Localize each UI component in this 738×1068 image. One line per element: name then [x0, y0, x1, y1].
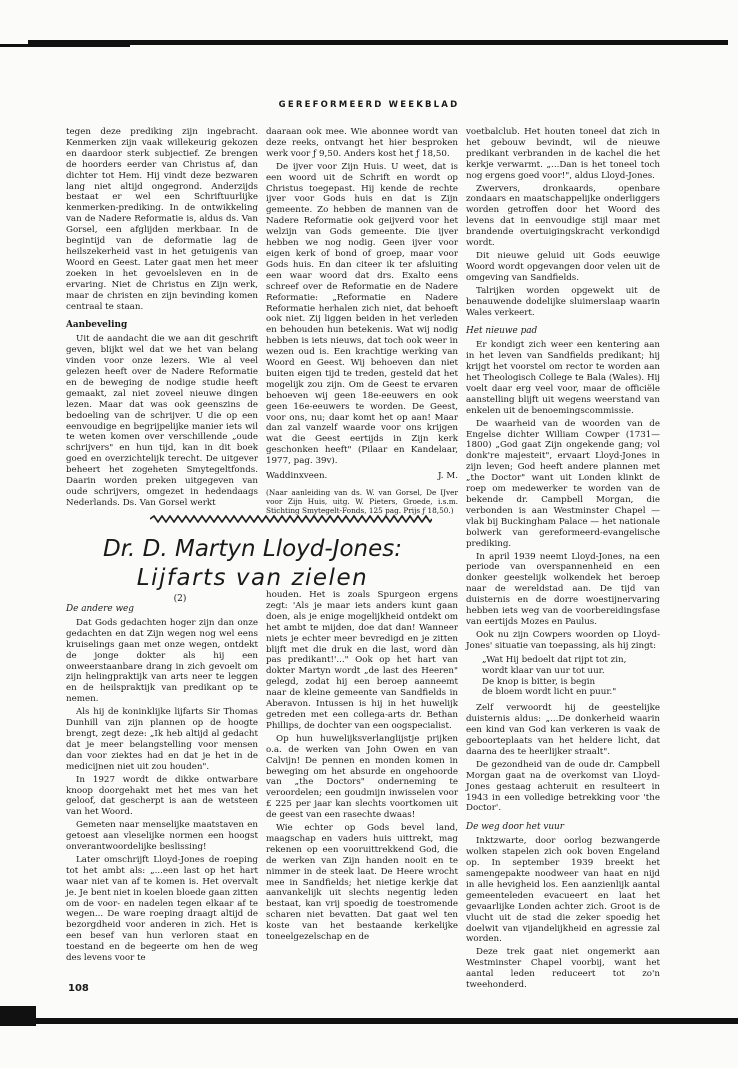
paragraph: De waarheid van de woorden van de Engelse dichter William Cowper (1731—1800) „God gaat Zijn ongekende gang; vol donk're majesteit", ervaart Lloyd-Jones in zijn leven; God heeft andere plannen met „the Doctor" want uit Londen klinkt de roep om medewerker te worden van de bekende dr. Campbell Morgan, die verbonden is aan Westminster Chapel — vlak bij Buckingham Palace — het nationale bolwerk van gereformeerd-evangelische prediking. [466, 418, 660, 549]
paragraph: Uit de aandacht die we aan dit geschrift geven, blijkt wel dat we het van belang vinden voor onze lezers. Wie al veel gelezen heeft over de Nadere Reformatie en de beweging de nodige studie heeft gemaakt, zal niet zoveel nieuwe dingen lezen. Maar dat was ook geenszins de bedoeling van de schrijver. U die op een eenvoudige en begrijpelijke manier iets wil te weten komen over verschillende „oude schrijvers" en hun tijd, kan in dit boek goed en overzichtelijk terecht. De uitgever beheert het zogeheten Smytegeltfonds. Daarin worden preken uitgegeven van oude schrijvers, omgezet in hedendaags Nederlands. Ds. Van Gorsel werkt [66, 334, 258, 508]
section-heading: De andere weg [66, 604, 134, 614]
article-title-line-2: Lijfarts van zielen [136, 565, 369, 591]
column-2 [266, 127, 458, 517]
poem-line: „Wat Hij bedoelt dat rijpt tot zin, [482, 654, 627, 665]
section-heading: De weg door het vuur [466, 822, 565, 833]
column-3 [466, 127, 660, 993]
signature [266, 471, 458, 482]
paragraph: houden. Het is zoals Spurgeon ergens zegt: 'Als je maar iets anders kunt gaan doen, als je enige mogelijkheid ontdekt om het ambt te mijden, doe dat dan! Wanneer niets je echter meer bevredigd en je zitten blijft met die druk en die last, word dàn pas predikant!'..." Ook op het hart van dokter Martyn wordt „de last des Heeren" gelegd, zodat hij een beroep aanneemt naar de kleine gemeente van Sandfields in Aberavon. Intussen is hij in het huwelijk getreden met een collega-arts dr. Bethan Phillips, de dochter van een oogspecialist. [266, 590, 458, 731]
paragraph: In 1927 wordt de dikke ontwarbare knoop doorgehakt met het mes van het geloof, dat gescherpt is aan de wetsteen van het Woord. [66, 774, 258, 818]
paragraph: Zelf verwoordt hij de geestelijke duisternis aldus: „...De donkerheid waarin een kind van God kan verkeren is vaak de geboorteplaats van het heldere licht, dat daarna des te heerlijker straalt". [466, 703, 660, 757]
paragraph: daaraan ook mee. Wie abonnee wordt van deze reeks, ontvangt het hier besproken werk voor ƒ 9,50. Anders kost het ƒ 18,50. [266, 127, 458, 159]
poem-line: de bloem wordt licht en puur." [482, 687, 617, 698]
paragraph: Wie echter op Gods bevel land, maagschap en vaders huis uittrekt, mag rekenen op een vooruittrekkend God, die de werken van Zijn handen nooit en te nimmer in de steek laat. De Heere wrocht mee in Sandfields; het nietige kerkje dat aanvankelijk uit slechts negentig leden bestaat, kan vrij spoedig de toestromende scharen niet bevatten. Dat gaat wel ten koste van het bestaande kerkelijke toneelgezelschap en de [266, 823, 458, 943]
zigzag-divider [150, 515, 432, 523]
article-part-number: (2) [173, 594, 187, 604]
paragraph: Later omschrijft Lloyd-Jones de roeping tot het ambt als: „...een last op het hart waar niet van af te komen is. Het overvalt je. Je bent niet in koelen bloede gaan zitten om de voor- en nadelen tegen elkaar af te wegen... De ware roeping draagt altijd de bezorgdheid voor anderen in zich. Het is een besef van hun verloren staat en toestand en de begeerte om hen de weg des levens voor te [66, 854, 258, 964]
paragraph: voetbalclub. Het houten toneel dat zich in het gebouw bevindt, wil de nieuwe predikant verbranden in de kachel die het kerkje verwarmt. „...Dan is het toneel toch nog ergens goed voor!", aldus Lloyd-Jones. [466, 127, 660, 181]
paragraph: Op hun huwelijksverlanglijstje prijken o.a. de werken van John Owen en van Calvijn! De pennen en monden komen in beweging om het absurde en ongehoorde van „the Doctors" onderneming te veroordelen; een goudmijn inwisselen voor £ 225 per jaar kan slechts voortkomen uit de geest van een rasechte dwaas! [266, 733, 458, 821]
section-heading: Het nieuwe pad [466, 326, 538, 337]
paragraph: De ijver voor Zijn Huis. U weet, dat is een woord uit de Schrift en wordt op Christus toegepast. Hij kende de rechte ijver voor Gods huis en dat is Zijn gemeente. Zo hebben de mannen van de Nadere Reformatie ook geijverd voor het welzijn van Gods gemeente. Die ijver hebben we nog nodig. Geen ijver voor eigen kerk of bond of groep, maar voor Gods huis. En dan citeer ik ter afsluiting een waar woord dat drs. Exalto eens schreef over de Reformatie en de Nadere Reformatie: „Reformatie en Nadere Reformatie herhalen zich niet, dat behoeft ook niet. Zij liggen beiden in het verleden en behouden hun betekenis. Wat wij nodig hebben is iets nieuws, dat toch ook weer in wezen oud is. Een krachtige werking van Woord en Geest. Wij behoeven dan niet buiten eigen tijd te treden, gesteld dat het mogelijk zou zijn. Om de Geest te ervaren behoeven wij geen 18e-eeuwers en ook geen 16e-eeuwers te worden. De Geest, voor ons, nu; daar komt het op aan! Maar dan zal vanzelf waarde voor ons krijgen wat die Geest eertijds in Zijn kerk geschonken heeft" (Pilaar en Kandelaar, 1977, pag. 39v). [266, 161, 458, 467]
paragraph: Dat Gods gedachten hoger zijn dan onze gedachten en dat Zijn wegen nog wel eens kruiselings gaan met onze wegen, ontdekt de jonge dokter als hij een onweerstaanbare drang in zich gevoelt om zijn helingpraktijk van arts neer te leggen en de heilspraktijk van predikant op te nemen. [66, 617, 258, 705]
column-5 [266, 590, 458, 945]
article-title-line-1: Dr. D. Martyn Lloyd-Jones: [102, 536, 403, 562]
signature-place: Waddinxveen. [266, 471, 328, 482]
top-rule [28, 40, 728, 45]
paragraph: De gezondheid van de oude dr. Campbell Morgan gaat na de overkomst van Lloyd-Jones gestaag achteruit en resulteert in 1943 in een volledige betrekking voor 'the Doctor'. [466, 759, 660, 814]
column-4 [66, 604, 258, 966]
paragraph: Talrijken worden opgewekt uit de benauwende dodelijke sluimerslaap waarin Wales verkeert. [466, 285, 660, 318]
bottom-rule [0, 1018, 738, 1024]
section-heading: Aanbeveling [66, 320, 128, 331]
paragraph: Zwervers, dronkaards, openbare zondaars en maatschappelijke onderliggers worden getroffen door het Woord des levens dat in eenvoudige stijl maar met brandende overtuigingskracht verkondigd wordt. [466, 183, 660, 249]
signature-initials: J. M. [438, 471, 458, 482]
paragraph: Deze trek gaat niet ongemerkt aan Westminster Chapel voorbij, want het aantal leden reduceert tot zo'n tweehonderd. [466, 947, 660, 991]
book-note: (Naar aanleiding van ds. W. van Gorsel, De IJver voor Zijn Huis, uitg. W. Pieters, Groede, i.s.m. Stichting Smytegelt-Fonds, 125 pag. Prijs ƒ 18,50.) [266, 488, 458, 515]
paragraph: Gemeten naar menselijke maatstaven en getoest aan vleselijke normen een hoogst onverantwoordelijke beslissing! [66, 820, 258, 853]
column-1 [66, 127, 258, 511]
paragraph: Er kondigt zich weer een kentering aan in het leven van Sandfields predikant; hij krijgt het voorstel om rector te worden aan het Theologisch College te Bala (Wales). Hij voelt daar erg veel voor, maar de officiële aanstelling blijft uit wegens weerstand van enkelen uit de benoemingscommissie. [466, 340, 660, 416]
paragraph: Als hij de koninklijke lijfarts Sir Thomas Dunhill van zijn plannen op de hoogte brengt, zegt deze: „Ik heb altijd al gedacht dat je meer belangstelling voor mensen dan voor ziektes had en dat je het in de medicijnen niet uit zou houden". [66, 707, 258, 772]
poem-line: wordt klaar van uur tot uur. [482, 665, 605, 676]
paragraph: In april 1939 neemt Lloyd-Jones, na een periode van overspannenheid en een donker geestelijk wolkendek het beroep naar de wereldstad aan. De tijd van duisternis en de dorre woestijnervaring hebben iets weg van de voorbereidingsfase van eertijds Mozes en Paulus. [466, 551, 660, 627]
paragraph: tegen deze prediking zijn ingebracht. Kenmerken zijn vaak willekeurig gekozen en daardoor sterk subjectief. Ze brengen de hoorders eerder van Christus af, dan dichter tot Hem. Hij vindt deze bezwaren lang niet altijd ongegrond. Anderzijds bestaat er wel een Schriftuurlijke kenmerken-prediking. In de ontwikkeling van de Nadere Reformatie is, aldus ds. Van Gorsel, een afglijden merkbaar. In de begintijd van de deformatie lag de heilszekerheid vast in het getuigenis van Woord en Geest. Later gaat men het meer zoeken in het gevoelsleven en in de ervaring. Niet de Christus en Zijn werk, maar de christen en zijn bevinding komen centraal te staan. [66, 127, 258, 312]
article-title [60, 535, 445, 593]
top-rule-left [0, 44, 130, 47]
page-number: 108 [68, 983, 89, 994]
paragraph: Dit nieuwe geluid uit Gods eeuwige Woord wordt opgevangen door velen uit de omgeving van Sandfields. [466, 250, 660, 283]
paragraph: Inktzwarte, door oorlog bezwangerde wolken stapelen zich ook boven Engeland op. In september 1939 breekt het samengepakte noodweer van haat en nijd in alle hevigheid los. Een aanzienlijk aantal gemeenteleden evacueert en laat het gevaarlijke Londen achter zich. Groot is de vlucht uit de stad die zeker spoedig het doelwit van vijandelijkheid en agressie zal worden. [466, 836, 660, 945]
poem [466, 655, 660, 699]
poem-line: De knop is bitter, is begin [482, 676, 596, 687]
paragraph: Ook nu zijn Cowpers woorden op Lloyd-Jones' situatie van toepassing, als hij zingt: [466, 629, 660, 651]
bottom-rule-corner [0, 1006, 36, 1026]
masthead: GEREFORMEERD WEEKBLAD [278, 100, 460, 110]
